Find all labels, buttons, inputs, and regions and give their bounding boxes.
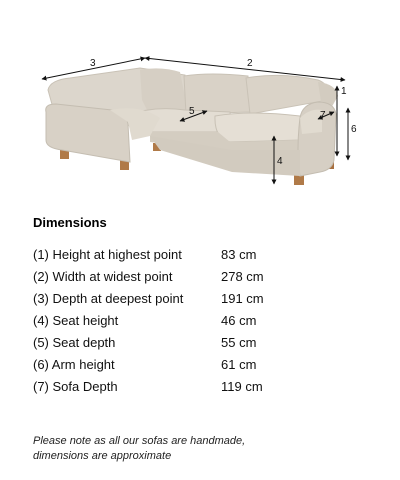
sofa-dimension-diagram [0, 0, 400, 200]
sofa-illustration [0, 0, 400, 200]
callout-1: 1 [341, 86, 347, 97]
note-line-2: dimensions are approximate [33, 450, 172, 462]
dimension-row [33, 376, 363, 398]
dimension-label: (3) Depth at deepest point [33, 291, 184, 306]
dimensions-heading: Dimensions [33, 215, 107, 230]
dimension-value: 191 cm [221, 291, 264, 306]
callout-7: 7 [320, 110, 326, 121]
dimension-value: 46 cm [221, 313, 257, 328]
dimension-value: 61 cm [221, 357, 257, 372]
dimension-label: (7) Sofa Depth [33, 379, 118, 394]
callout-2: 2 [247, 58, 253, 69]
dimension-row [33, 266, 363, 288]
dimension-label: (1) Height at highest point [33, 247, 182, 262]
callout-4: 4 [277, 156, 283, 167]
dimension-value: 278 cm [221, 269, 264, 284]
dimension-row [33, 288, 363, 310]
handmade-note [33, 434, 373, 464]
dimension-row [33, 332, 363, 354]
note-line-1: Please note as all our sofas are handmade, [33, 435, 246, 447]
dimension-row [33, 354, 363, 376]
dimensions-list [33, 244, 363, 398]
dimension-row [33, 244, 363, 266]
dimension-label: (6) Arm height [33, 357, 115, 372]
callout-6: 6 [351, 124, 357, 135]
dimension-row [33, 310, 363, 332]
dimension-label: (2) Width at widest point [33, 269, 173, 284]
dimension-value: 83 cm [221, 247, 257, 262]
dimension-value: 55 cm [221, 335, 257, 350]
dimension-label: (4) Seat height [33, 313, 119, 328]
callout-5: 5 [189, 106, 195, 117]
dimension-label: (5) Seat depth [33, 335, 116, 350]
callout-3: 3 [90, 58, 96, 69]
dimension-value: 119 cm [221, 379, 263, 394]
